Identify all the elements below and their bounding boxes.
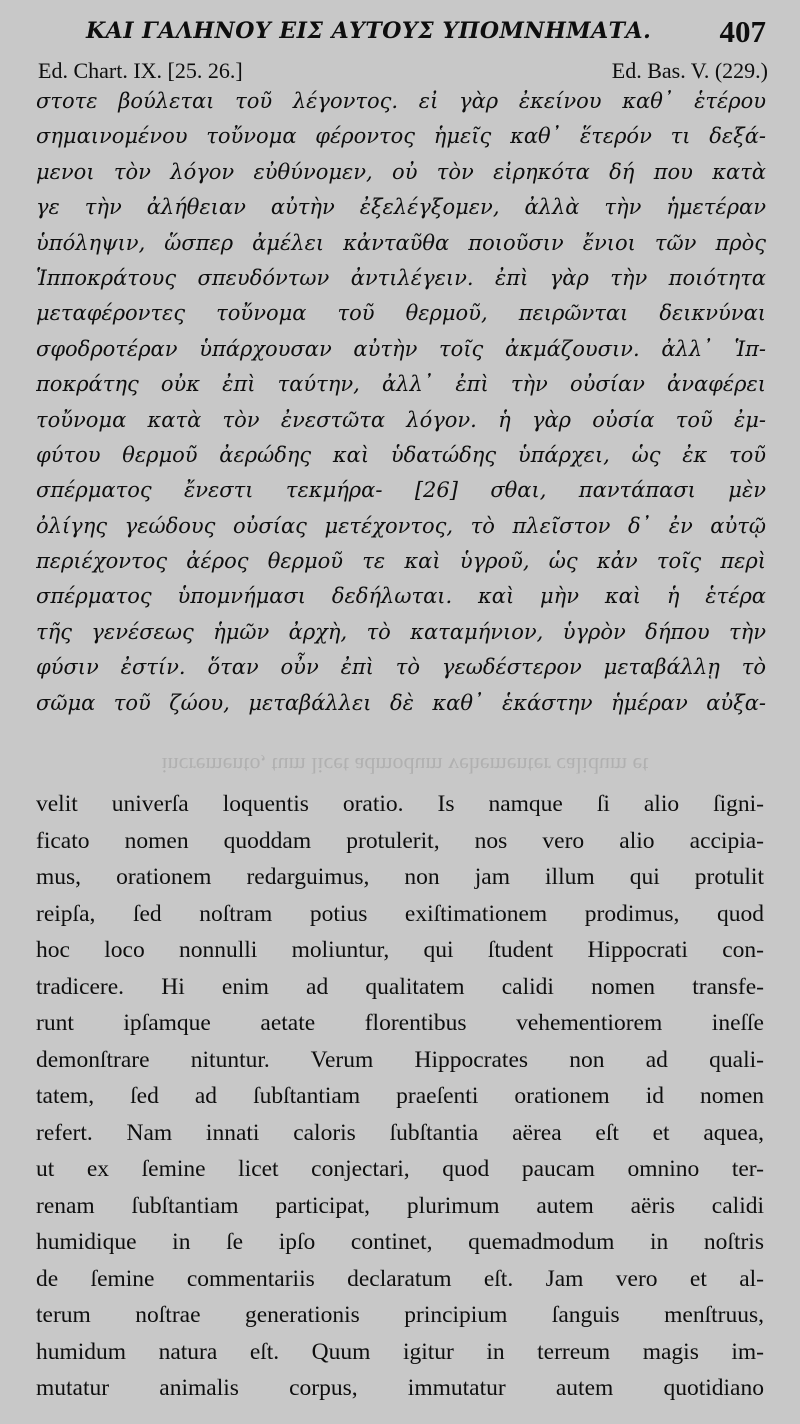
greek-line: σημαινομένου τοὔνομα φέροντος ἡμεῖς καθ᾽ ἕτερόν τι δεξά- bbox=[36, 124, 766, 149]
greek-line: σπέρματος ἔνεστι τεκμήρα- [26] σθαι, παντάπασι μὲν bbox=[36, 478, 766, 503]
greek-text-block bbox=[36, 84, 766, 721]
greek-line: ὑπόληψιν, ὥσπερ ἀμέλει κἀνταῦθα ποιοῦσιν ἔνιοι τῶν πρὸς bbox=[36, 230, 766, 255]
latin-line: humidique in ſe ipſo continet, quemadmodum in noſtris bbox=[36, 1229, 764, 1255]
latin-line: reipſa, ſed noſtram potius exiſtimationem prodimus, quod bbox=[36, 900, 764, 927]
latin-line: mus, orationem redarguimus, non jam illum qui protulit bbox=[36, 864, 764, 890]
latin-line: terum noſtrae generationis principium ſanguis menſtruus, bbox=[36, 1302, 764, 1328]
latin-line: humidum natura eſt. Quum igitur in terreum magis im- bbox=[36, 1338, 764, 1365]
edition-reference-line bbox=[38, 58, 768, 86]
latin-line: demonſtrare nituntur. Verum Hippocrates non ad quali- bbox=[36, 1046, 764, 1073]
greek-line: τῆς γενέσεως ἡμῶν ἀρχὴ, τὸ καταμήνιον, ὑγρὸν δήπου τὴν bbox=[36, 619, 766, 644]
latin-line: runt ipſamque aetate florentibus vehementiorem ineſſe bbox=[36, 1010, 764, 1036]
latin-line: refert. Nam innati caloris ſubſtantia aërea eſt et aquea, bbox=[36, 1119, 764, 1146]
bleed-through-text: incremento, tum licet admodum vehementer calidum et bbox=[161, 753, 649, 778]
latin-line: renam ſubſtantiam participat, plurimum autem aëris calidi bbox=[36, 1192, 764, 1219]
greek-line: ποκράτης οὐκ ἐπὶ ταύτην, ἀλλ᾽ ἐπὶ τὴν οὐσίαν ἀναφέρει bbox=[36, 372, 766, 397]
greek-line: γε τὴν ἀλήθειαν αὐτὴν ἐξελέγξομεν, ἀλλὰ τὴν ἡμετέραν bbox=[36, 195, 766, 220]
greek-line: σπέρματος ὑπομνήμασι δεδήλωται. καὶ μὴν καὶ ἡ ἑτέρα bbox=[36, 584, 766, 609]
greek-line: περιέχοντος ἀέρος θερμοῦ τε καὶ ὑγροῦ, ὡς κἀν τοῖς περὶ bbox=[36, 549, 766, 574]
greek-line: φύσιν ἐστίν. ὅταν οὖν ἐπὶ τὸ γεωδέστερον μεταβάλλῃ τὸ bbox=[36, 655, 766, 680]
latin-line: velit univerſa loquentis oratio. Is namque ſi alio ſigni- bbox=[36, 791, 764, 817]
greek-line: Ἱπποκράτους σπευδόντων ἀντιλέγειν. ἐπὶ γὰρ τὴν ποιότητα bbox=[36, 265, 766, 290]
greek-line: σῶμα τοῦ ζώου, μεταβάλλει δὲ καθ᾽ ἑκάστην ἡμέραν αὐξα- bbox=[36, 690, 766, 715]
latin-text-block bbox=[36, 786, 764, 1407]
greek-line: μενοι τὸν λόγον εὐθύνομεν, οὐ τὸν εἰρηκότα δή που κατὰ bbox=[36, 159, 766, 184]
running-title: ΚΑΙ ΓΑΛΗΝΟΥ ΕΙΣ ΑΥΤΟΥΣ ΥΠΟΜΝΗΜΑΤΑ. bbox=[86, 18, 652, 44]
edition-chartier-ref: Ed. Chart. IX. [25. 26.] bbox=[38, 58, 243, 83]
greek-line: στοτε βούλεται τοῦ λέγοντος. εἰ γὰρ ἐκείνου καθ᾽ ἑτέρου bbox=[36, 89, 766, 113]
greek-line: φύτου θερμοῦ ἀερώδης καὶ ὑδατώδης ὑπάρχει, ὡς ἐκ τοῦ bbox=[36, 442, 766, 467]
latin-line: tradicere. Hi enim ad qualitatem calidi nomen transfe- bbox=[36, 973, 764, 1000]
latin-line: ut ex ſemine licet conjectari, quod paucam omnino ter- bbox=[36, 1156, 764, 1182]
running-head bbox=[0, 12, 800, 52]
page-number: 407 bbox=[719, 14, 766, 49]
greek-line: μεταφέροντες τοὔνομα τοῦ θερμοῦ, πειρῶνται δεικνύναι bbox=[36, 301, 766, 326]
greek-line: ὀλίγης γεώδους οὐσίας μετέχοντος, τὸ πλεῖστον δ᾽ ἐν αὐτῷ bbox=[36, 513, 766, 538]
greek-line: τοὔνομα κατὰ τὸν ἐνεστῶτα λόγον. ἡ γὰρ οὐσία τοῦ ἐμ- bbox=[36, 407, 766, 432]
latin-line: ficato nomen quoddam protulerit, nos vero alio accipia- bbox=[36, 827, 764, 854]
edition-basel-ref: Ed. Bas. V. (229.) bbox=[611, 58, 768, 83]
latin-line: mutatur animalis corpus, immutatur autem quotidiano bbox=[36, 1375, 764, 1401]
latin-line: tatem, ſed ad ſubſtantiam praeſenti orationem id nomen bbox=[36, 1083, 764, 1109]
greek-line: σφοδροτέραν ὑπάρχουσαν αὐτὴν τοῖς ἀκμάζουσιν. ἀλλ᾽ Ἱπ- bbox=[36, 336, 766, 361]
latin-line: de ſemine commentariis declaratum eſt. Jam vero et al- bbox=[36, 1265, 764, 1292]
latin-line: hoc loco nonnulli moliuntur, qui ſtudent Hippocrati con- bbox=[36, 937, 764, 963]
